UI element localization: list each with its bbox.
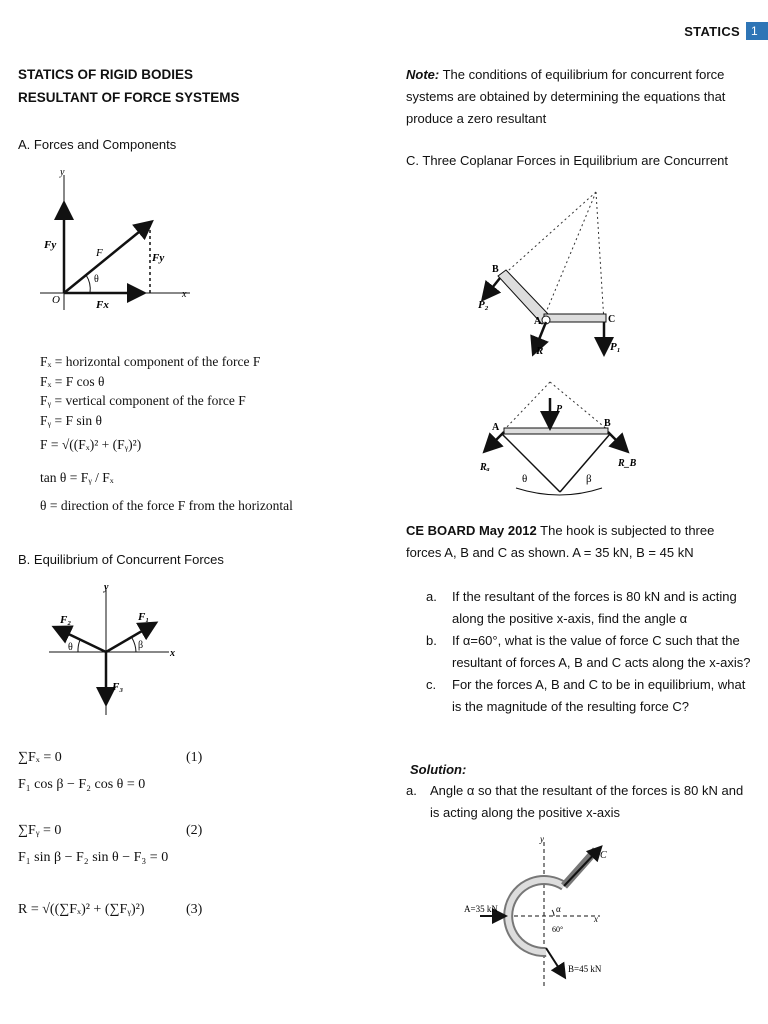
beta-arc xyxy=(132,638,136,652)
section-b-heading: B. Equilibrium of Concurrent Forces xyxy=(18,552,224,567)
equation-sum-fx: ∑Fₓ = 0 xyxy=(18,750,62,765)
equation-sum-fy: ∑Fᵧ = 0 xyxy=(18,823,62,838)
ce-board-label: CE BOARD May 2012 xyxy=(406,523,537,538)
dotted-line xyxy=(596,192,604,322)
def-line: Fᵧ = F sin θ xyxy=(40,412,102,428)
list-marker: c. xyxy=(426,677,437,692)
coplanar-crane-figure xyxy=(470,182,640,362)
f-arrow xyxy=(64,223,150,293)
list-marker: b. xyxy=(426,633,437,648)
label-theta: θ xyxy=(94,274,99,285)
list-text: If α=60°, what is the value of force C such that the resultant of forces A, B and C acts along the x-axis? xyxy=(452,633,751,670)
equation-fx-expanded: F₁ cos β − F₂ cos θ = 0 xyxy=(18,777,146,792)
force-components-figure xyxy=(30,165,200,315)
c-arrow xyxy=(564,848,600,886)
list-item xyxy=(426,630,752,674)
theta-arc xyxy=(86,275,90,293)
page-number: 1 xyxy=(746,22,768,40)
label-rb: R_B xyxy=(618,458,637,469)
equation-number-2: (2) xyxy=(186,823,203,838)
ce-board-problem xyxy=(406,520,751,564)
label-x: x xyxy=(594,914,598,924)
label-c: C xyxy=(608,314,616,325)
label-y: y xyxy=(60,167,65,178)
equation-number-1: (1) xyxy=(186,750,203,765)
def-line: tan θ = Fᵧ / Fₓ xyxy=(40,470,114,485)
def-line: θ = direction of the force F from the horizontal xyxy=(40,498,293,513)
def-line: F = √((Fₓ)² + (Fᵧ)²) xyxy=(40,437,142,452)
label-beta: β xyxy=(586,473,592,485)
label-f3: F₃ xyxy=(112,681,124,693)
label-b: B xyxy=(492,264,499,275)
label-r: R xyxy=(536,345,544,357)
title-statics: STATICS OF RIGID BODIES xyxy=(18,67,194,82)
label-p: P xyxy=(556,404,563,415)
incline-right xyxy=(560,434,610,492)
label-x: x xyxy=(182,289,187,300)
problem-list xyxy=(426,586,752,718)
equation-resultant: R = √((∑Fₓ)² + (∑Fᵧ)²) xyxy=(18,902,145,917)
ce-board-text: The hook is subjected to three forces A, B and C as shown. A = 35 kN, B = 45 kN xyxy=(406,523,715,560)
label-b: B=45 kN xyxy=(568,964,602,974)
list-text: For the forces A, B and C to be in equilibrium, what is the magnitude of the resulting force C? xyxy=(452,677,746,714)
dotted-line xyxy=(542,192,596,322)
section-c-heading: C. Three Coplanar Forces in Equilibrium are Concurrent xyxy=(406,153,729,168)
b-arrow xyxy=(546,948,564,976)
label-y: y xyxy=(104,582,109,593)
section-a-heading: A. Forces and Components xyxy=(18,137,177,152)
f2-arrow xyxy=(56,628,106,652)
label-fy-right: Fy xyxy=(152,252,165,264)
dotted-line xyxy=(500,192,596,278)
label-o: O xyxy=(52,294,60,306)
label-fy-left: Fy xyxy=(44,239,57,251)
solution-a xyxy=(406,780,752,824)
alpha-arc xyxy=(552,910,554,916)
solution-marker: a. xyxy=(406,783,417,798)
member-ac xyxy=(544,314,606,322)
label-f2: F₂ xyxy=(60,614,72,626)
equation-number-3: (3) xyxy=(186,902,203,917)
beam xyxy=(504,428,608,434)
note-label: Note: xyxy=(406,67,440,82)
label-x: x xyxy=(170,648,175,659)
ra-arrow xyxy=(486,432,504,450)
def-line: Fₓ = horizontal component of the force F xyxy=(40,354,261,369)
p2-arrow xyxy=(484,278,500,298)
rb-arrow xyxy=(608,432,626,450)
solution-heading: Solution: xyxy=(410,762,467,777)
label-a: A xyxy=(492,422,500,433)
theta-arc xyxy=(78,640,80,652)
label-60deg: 60° xyxy=(552,925,564,934)
label-f1: F₁ xyxy=(138,611,150,623)
beam-support-figure xyxy=(476,378,644,500)
label-p2: P₂ xyxy=(478,299,489,311)
note-paragraph xyxy=(406,64,751,130)
member-ab xyxy=(498,270,550,324)
label-a: A xyxy=(534,316,542,327)
def-line: Fᵧ = vertical component of the force F xyxy=(40,393,246,408)
label-theta: θ xyxy=(68,642,73,653)
list-item xyxy=(426,674,752,718)
definitions-block xyxy=(40,352,293,516)
label-a: A=35 kN xyxy=(464,904,498,914)
concurrent-forces-figure xyxy=(44,580,194,720)
dotted-line xyxy=(504,382,550,430)
label-f: F xyxy=(96,247,103,259)
label-b: B xyxy=(604,418,611,429)
list-text: If the resultant of the forces is 80 kN and is acting along the positive x-axis, find the angle α xyxy=(452,589,737,626)
label-alpha: α xyxy=(556,904,561,914)
note-text: The conditions of equilibrium for concurrent force systems are obtained by determining the equations that produce a zero resultant xyxy=(406,67,726,126)
label-ra: Rₐ xyxy=(480,462,490,473)
title-resultant: RESULTANT OF FORCE SYSTEMS xyxy=(18,90,240,105)
hook-figure xyxy=(460,836,640,996)
label-theta: θ xyxy=(522,473,528,485)
list-marker: a. xyxy=(426,589,437,604)
label-fx: Fx xyxy=(96,299,109,311)
equation-fy-expanded: F₁ sin β − F₂ sin θ − F₃ = 0 xyxy=(18,850,169,865)
incline-left xyxy=(502,434,560,492)
list-item xyxy=(426,586,752,630)
page-header xyxy=(684,22,768,40)
def-line: Fₓ = F cos θ xyxy=(40,373,105,389)
label-p1: P₁ xyxy=(610,341,621,353)
label-y: y xyxy=(540,836,544,844)
f1-arrow xyxy=(106,624,154,652)
label-c: C xyxy=(600,850,607,861)
solution-text: Angle α so that the resultant of the forces is 80 kN and is acting along the positive x-axis xyxy=(430,783,744,820)
header-title: STATICS xyxy=(684,23,740,39)
label-beta: β xyxy=(138,640,144,651)
